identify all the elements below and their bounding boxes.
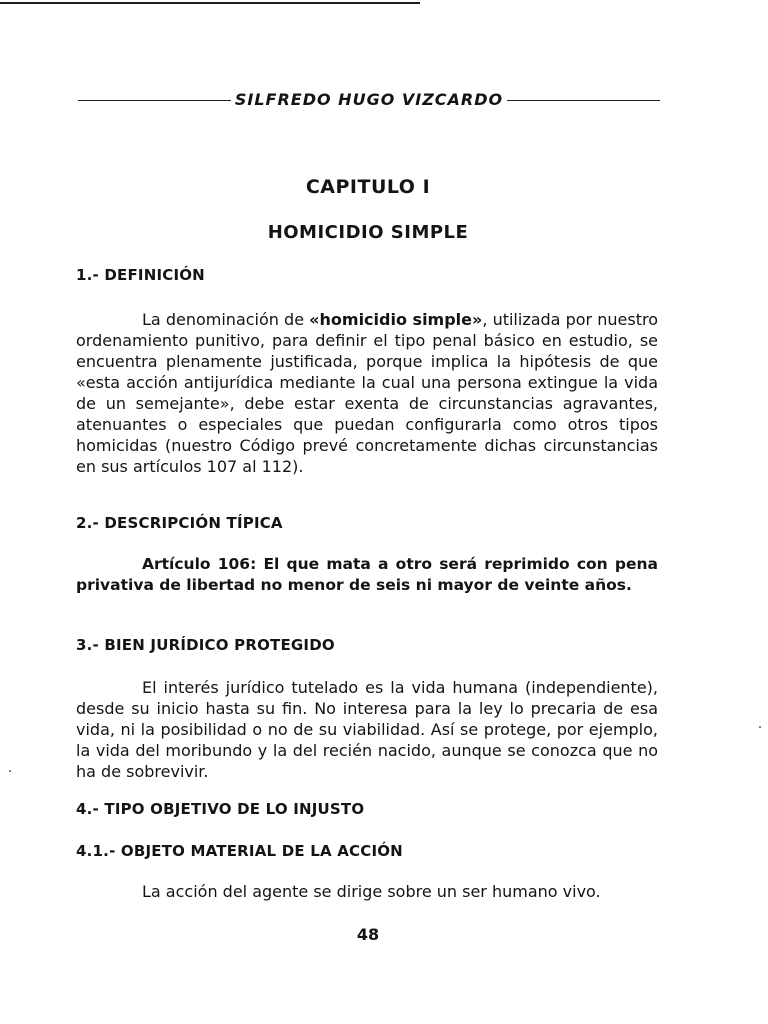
section-heading-definicion: 1.- DEFINICIÓN [76,266,205,284]
header-rule-right [507,100,660,101]
paragraph-descripcion: Artículo 106: El que mata a otro será reprimido con pena privativa de libertad no menor de seis ni mayor de veinte años. [76,555,658,594]
section-heading-objeto-material: 4.1.- OBJETO MATERIAL DE LA ACCIÓN [76,842,403,860]
page-number: 48 [356,925,380,944]
scan-speck [759,726,761,728]
header-rule-left [78,100,231,101]
section-heading-descripcion: 2.- DESCRIPCIÓN TÍPICA [76,514,283,532]
chapter-number: CAPITULO I [305,176,431,198]
top-scan-rule [0,2,420,4]
header-author: SILFREDO HUGO VIZCARDO [234,89,504,109]
chapter-title: HOMICIDIO SIMPLE [267,222,469,243]
section-heading-bien-juridico: 3.- BIEN JURÍDICO PROTEGIDO [76,636,335,654]
definicion-text-after: , utilizada por nuestro ordenamiento punitivo, para definir el tipo penal básico en estudio, se encuentra plenamente justificada, porque implica la hipótesis de que «esta acción antijurídica mediante la cual una persona extingue la vida de un semejante», debe estar exenta de circunstancias agravantes, atenuantes o especiales que puedan configurarla como otros tipos homicidas (nuestro Código prevé concretamente dichas circunstancias en sus artículos 107 al 112). [76,310,658,476]
definicion-text-bold: «homicidio simple» [309,310,483,329]
paragraph-objeto-material: La acción del agente se dirige sobre un ser humano vivo. [142,882,601,901]
running-header [78,86,660,112]
section-heading-tipo-objetivo: 4.- TIPO OBJETIVO DE LO INJUSTO [76,800,365,818]
scan-speck [9,770,11,772]
paragraph-bien-juridico: El interés jurídico tutelado es la vida humana (independiente), desde su inicio hasta su fin. No interesa para la ley lo precaria de esa vida, ni la posibilidad o no de su viabilidad. Así se protege, por ejemplo, la vida del moribundo y la del recién nacido, aunque se conozca que no ha de sobrevivir. [76,678,658,781]
paragraph-definicion [76,309,658,477]
definicion-text-before: La denominación de [142,310,310,329]
